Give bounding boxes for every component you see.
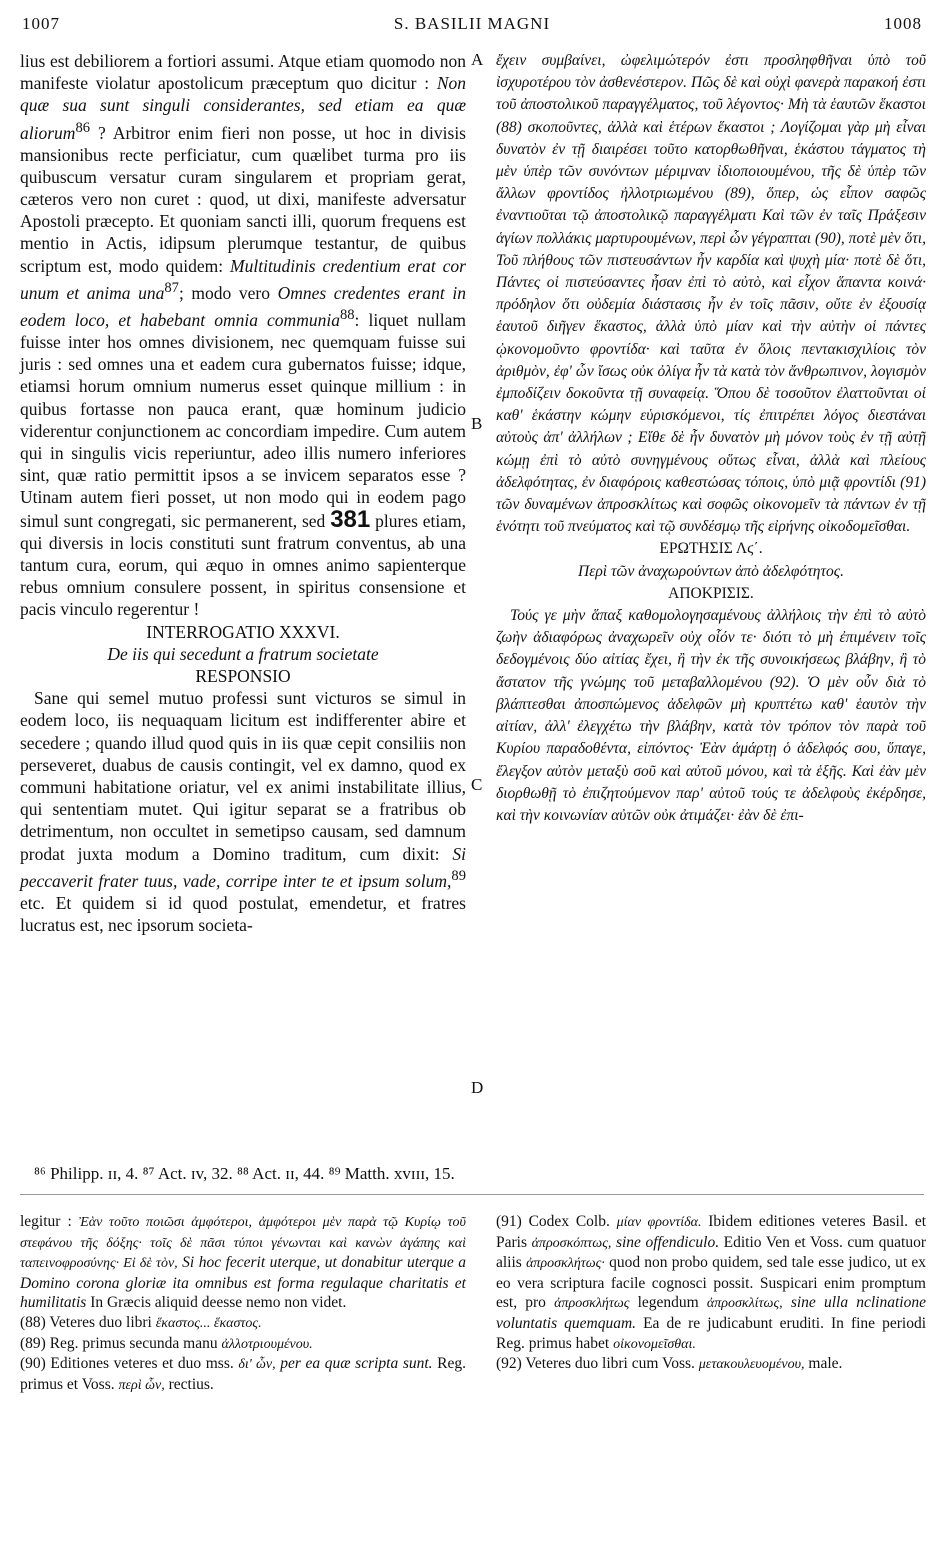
note-greek: οἰκονομεῖσθαι.	[613, 1336, 696, 1352]
note-greek: δι' ὧν,	[238, 1357, 276, 1373]
latin-text: plures etiam, qui diversis in locis constituti sunt fratrum conventus, ab una tantum cura, eorum, qui æquo in omnes animo sapienterque rebus omnium consulere possent, in spiritus consensione et pacis vinculo regerentur !	[20, 510, 467, 620]
note-text: Ea de re judicabunt eruditi. In fine periodi Reg. primus habet	[496, 1314, 926, 1352]
latin-quote: Omnes credentes erant in eodem loco, et habebant omnia communia	[20, 282, 466, 330]
notes-left-column	[20, 1212, 466, 1395]
note-text: rectius.	[164, 1375, 214, 1393]
latin-column	[20, 50, 466, 936]
note-greek: ἕκαστος... ἕκαστος.	[155, 1315, 262, 1331]
note-90	[20, 1354, 466, 1395]
page-number-left: 1007	[22, 14, 60, 33]
note-greek: ἀπροσκλήτως·	[526, 1256, 605, 1272]
latin-text: ? Arbitror enim fieri non posse, ut hoc in divisis mansionibus recte perficiatur, cum quælibet turma pro iis quibuscum versatur curam singularem et propriam gerat, cæteros vero non curet : quod, ut dixi, manifeste adversatur Apostoli præcepto. Et quoniam sancti illi, quorum frequens est mentio in Actis, idipsum plerumque testantur, de quibus scriptum est, modo quidem:	[20, 122, 466, 276]
note-text: legendum	[629, 1294, 707, 1312]
footnote-divider	[20, 1194, 924, 1195]
latin-quote: Multitudinis credentium erat cor unum et anima una	[20, 255, 466, 303]
note-greek: μίαν φροντίδα.	[616, 1215, 702, 1230]
note-text: In Græcis aliquid deesse nemo non videt.	[86, 1294, 347, 1312]
note-continuation	[20, 1212, 466, 1313]
note-text: Editio Ven et Voss. cum quatuor aliis	[496, 1233, 927, 1272]
latin-paragraph-2	[20, 687, 466, 936]
erotesis-subtitle: Περὶ τῶν ἀναχωρούντων ἀπὸ ἀδελφότητος.	[578, 562, 844, 580]
greek-paragraph-2: Τούς γε μὴν ἅπαξ καθομολογησαμένους ἀλλήλοις τὴν ἐπὶ τὸ αὐτὸ ζωὴν ἀδιαφόρως ἀναχωρεῖν οὐχ οἷόν τε· διότι τὸ μὴ ἐπιμένειν τοῖς δεδογμένοις δύο αἰτίας ἔχει, ἢ τὴν ἐκ τῆς συνοικήσεως βλάβην, ἢ τὸ ἄστατον τῆς γνώμης τοῦ μεταβαλλομένου (92). Ὁ μὲν οὖν διὰ τὸ βλάπτεσθαι ἀποσπώμενος ἀδελφῶν μὴ κρυπτέτω καθ' ἑαυτὸν τὴν αἰτίαν, ἀλλ' ἐλεγχέτω τὴν βλάβην, κατὰ τὸν τρόπον τὸν παρὰ τοῦ Κυρίου παραδοθέντα, εἰπόντος· Ἐὰν ἁμάρτῃ ὁ ἀδελφός σου, ὕπαγε, ἔλεγξον αὐτὸν μεταξὺ σοῦ καὶ αὐτοῦ μόνου, καὶ τὰ ἑξῆς. Καὶ ἐὰν μὲν διορθωθῇ τὸ ἐπιζητούμενον παρ' αὐτοῦ τούς τε ἀδελφοὺς ἐκέρδησε, καὶ τὴν κοινωνίαν αὐτῶν οὐκ ἀτιμάζει· ἐὰν δὲ ἐπι-	[496, 607, 926, 824]
latin-quote: Non quæ sua sunt singuli considerantes, sed etiam ea quæ aliorum	[20, 73, 466, 143]
note-text: (92) Veteres duo libri cum Voss.	[496, 1355, 699, 1373]
latin-text: : liquet nullam fuisse inter hos omnes divisionem, nec quemquam fuisse sui juris : sed omnes una et eadem cura gubernatos fuisse; idque, etiamsi horum omnium numerus esset quinque millium : in quibus fortasse non pauca erant, quæ hominum judicio viderentur conjunctionem ac concordiam impedire. Cum autem qui in singulis vicis reperiuntur, adeo illis numero inferiores sint, quæ ratio permittit ipsos a se invicem separatos esse ? Utinam autem fieri posset, ut non modo qui in eodem pago simul sunt congregati, sic permanerent, sed	[20, 309, 466, 531]
note-88	[20, 1313, 466, 1334]
note-text: male.	[804, 1355, 843, 1373]
interrogatio-subtitle: De iis qui secedunt a fratrum societate	[107, 643, 379, 664]
responsio-heading: RESPONSIO	[195, 665, 291, 686]
note-latin-quote: sine offendiculo.	[611, 1233, 720, 1251]
page-number-right: 1008	[884, 14, 922, 33]
notes-right-column	[496, 1212, 926, 1375]
note-text: (91) Codex Colb.	[496, 1213, 617, 1230]
footnote-ref: 89	[451, 867, 466, 884]
interrogatio-heading: INTERROGATIO XXXVI.	[146, 621, 340, 642]
section-marker-a: A	[471, 50, 484, 69]
erotesis-heading: ΕΡΩΤΗΣΙΣ Λϛ΄.	[659, 540, 763, 558]
latin-text: Sane qui semel mutuo professi sunt victuros se simul in eodem loco, iis nequaquam licitum est indifferenter abire et secedere ; quando illud quod quis in iis quæ cepit consiliis non perseveret, duabus de causis contingit, vel ex damno, quod ex communi habitatione oriatur, vel ex animi instabilitate illius, qui sententiam mutet. Qui igitur separat se a fratribus ob detrimentum, non occultet in semetipso causam, sed damnum prodat juxta modum a Domino traditum, cum dixit:	[20, 688, 466, 864]
running-header	[22, 14, 922, 40]
section-marker-c: C	[471, 775, 483, 794]
section-marker-b: B	[471, 414, 483, 433]
note-text: quod non probo quidem, sed tale esse judico, ut ex eo vera scriptura facile cognosci possit. Suspicari enim promptum est, pro	[496, 1254, 926, 1312]
note-text: (90) Editiones veteres et duo mss.	[20, 1355, 239, 1373]
note-text: (88) Veteres duo libri	[20, 1313, 156, 1331]
note-greek: μετακουλευομένου,	[698, 1357, 805, 1373]
apokrisis-heading: ΑΠΟΚΡΙΣΙΣ.	[668, 584, 754, 602]
greek-column	[496, 50, 926, 827]
note-92	[496, 1354, 926, 1375]
footnote-ref: 87	[164, 279, 179, 296]
note-greek: ἀλλοτριουμένου.	[221, 1336, 313, 1352]
latin-paragraph-1	[20, 50, 466, 621]
footnote-ref: 88	[339, 306, 355, 323]
column-number: 381	[330, 505, 371, 533]
scripture-references: ⁸⁶ Philipp. ɪɪ, 4. ⁸⁷ Act. ɪv, 32. ⁸⁸ Act. ɪɪ, 44. ⁸⁹ Matth. xvɪɪɪ, 15.	[34, 1164, 455, 1183]
note-latin-quote: sine ulla nclinatione voluntatis quemquam.	[496, 1294, 926, 1332]
note-greek: ἀπροσκλήτως	[554, 1296, 630, 1312]
note-text: (89) Reg. primus secunda manu	[20, 1334, 222, 1352]
note-greek: ἀπροσκλίτως,	[706, 1296, 783, 1312]
footnote-ref: 86	[75, 119, 91, 136]
section-marker-d: D	[471, 1078, 484, 1097]
note-greek: ἀπροσκόπτως,	[531, 1235, 612, 1251]
note-91	[496, 1212, 926, 1354]
note-89	[20, 1334, 466, 1355]
latin-text: ; modo vero	[178, 282, 278, 303]
note-latin-quote: Si hoc fecerit uterque, ut donabitur uterque a Domino corona gloriæ ita omnibus est forma regulaque charitatis et humilitatis	[20, 1254, 466, 1312]
note-greek: περὶ ὧν,	[118, 1377, 165, 1393]
latin-text: etc. Et quidem si id quod postulat, emendetur, et fratres lucratus est, nec ipsorum societa-	[20, 892, 466, 936]
latin-quote: Si peccaverit frater tuus, vade, corripe inter te et ipsum solum,	[20, 843, 466, 891]
running-title: S. BASILII MAGNI	[393, 14, 551, 33]
note-text: Ibidem editiones veteres Basil. et Paris	[496, 1213, 927, 1251]
note-text: legitur :	[20, 1213, 79, 1230]
greek-paragraph-1: ἔχειν συμβαίνει, ὠφελιμώτερόν ἐστι προσληφθῆναι ὑπὸ τοῦ ἰσχυροτέρου τὸν ἀσθενέστερον. Πῶς δὲ καὶ οὐχὶ φανερὰ παρακοή ἐστι τοῦ ἀποστολικοῦ παραγγέλματος, τοῦ λέγοντος· Μὴ τὰ ἑαυτῶν ἕκαστοι (88) σκοποῦντες, ἀλλὰ καὶ ἑτέρων ἕκαστοι ; Λογίζομαι γὰρ μὴ εἶναι δυνατὸν ἐν τῇ διαιρέσει τοῦτο κατορθωθῆναι, ἑκάστου τάγματος τὴ μὲν ὑπὲρ τῶν συνόντων μέριμναν ἰδιοποιουμένου, τῆς δὲ ὑπὲρ τῶν ἄλλων φροντίδος ἠλλοτριωμένου (89), ὅπερ, ὡς εἶπον σαφῶς ἐναντιοῦται τῷ ἀποστολικῷ παραγγέλματι Καὶ τῶν ἐν ταῖς Πράξεσιν ἁγίων πολλάκις μαρτυρουμένων, περὶ ὧν γέγραπται (90), ποτὲ μὲν ὅτι, Τοῦ πλήθους τῶν πιστευσάντων ἦν καρδία καὶ ψυχὴ μία· ποτὲ δὲ ὅτι, Πάντες οἱ πιστεύσαντες ἦσαν ἐπὶ τὸ αὐτὸ, καὶ εἶχον ἅπαντα κοινά· πρόδηλον ὅτι οὐδεμία διάστασις ἦν ἐν τοῖς πᾶσιν, οὔτε ἐν ἐξουσίᾳ ἑαυτοῦ διῆγεν ἕκαστος, ἀλλὰ ὑπὸ μίαν καὶ τὴν αὐτὴν οἱ πάντες ᾠκονομοῦντο φροντίδα· καὶ ταῦτα ἐν ὅλοις πεντακισχιλίοις τὸν ἀριθμὸν, ἐφ' ὧν ἴσως οὐκ ὀλίγα ἦν τὰ κατὰ τὸν ἄνθρωπινον, λογισμὸν ἐμποδίζειν δοκοῦντα τῇ συναφείᾳ. Ὅπου δὲ τοσοῦτον ἐλαττοῦνται οἱ καθ' ἑκάστην κώμην εὑρισκόμενοι, τίς ἐπιτρέπει λόγος διεστάναι αὐτοὺς ἀπ' ἀλλήλων ; Εἴθε δὲ ἦν δυνατὸν μὴ μόνον τοὺς ἐν τῇ αὐτῇ κώμῃ ἐπὶ τὸ αὐτὸ συνηγμένους οὕτως εἶναι, ἀλλὰ καὶ πλείους ἀδελφότητας, ἐν διαφόροις καθεστώσας τόποις, ὑπὸ μιᾷ φροντίδι (91) τῶν δυναμένων ἀπροσκλίτως καὶ σοφῶς οἰκονομεῖν τὰ πάντων ἐν τῇ ἑνότητι τοῦ πνεύματος καὶ τῷ συνδέσμῳ τῆς εἰρήνης οἰκοδομεῖσθαι.	[496, 52, 926, 536]
note-greek: Ἐὰν τοῦτο ποιῶσι ἀμφότεροι, ἀμφότεροι μὲν παρὰ τῷ Κυρίῳ τοῦ στεφάνου τῆς δόξης· τοῖς δὲ πᾶσι τύποι γένωνται καὶ κανὼν ἀγάπης καὶ ταπεινοφροσύνης· Εἰ δὲ τὸν,	[20, 1215, 466, 1272]
note-text: Reg. primus et Voss.	[20, 1355, 466, 1393]
latin-text: lius est debiliorem a fortiori assumi. Atque etiam quomodo non manifeste violatur apostolicum præceptum quo dicitur :	[20, 51, 466, 94]
note-latin-quote: per ea quæ scripta sunt.	[275, 1355, 433, 1373]
